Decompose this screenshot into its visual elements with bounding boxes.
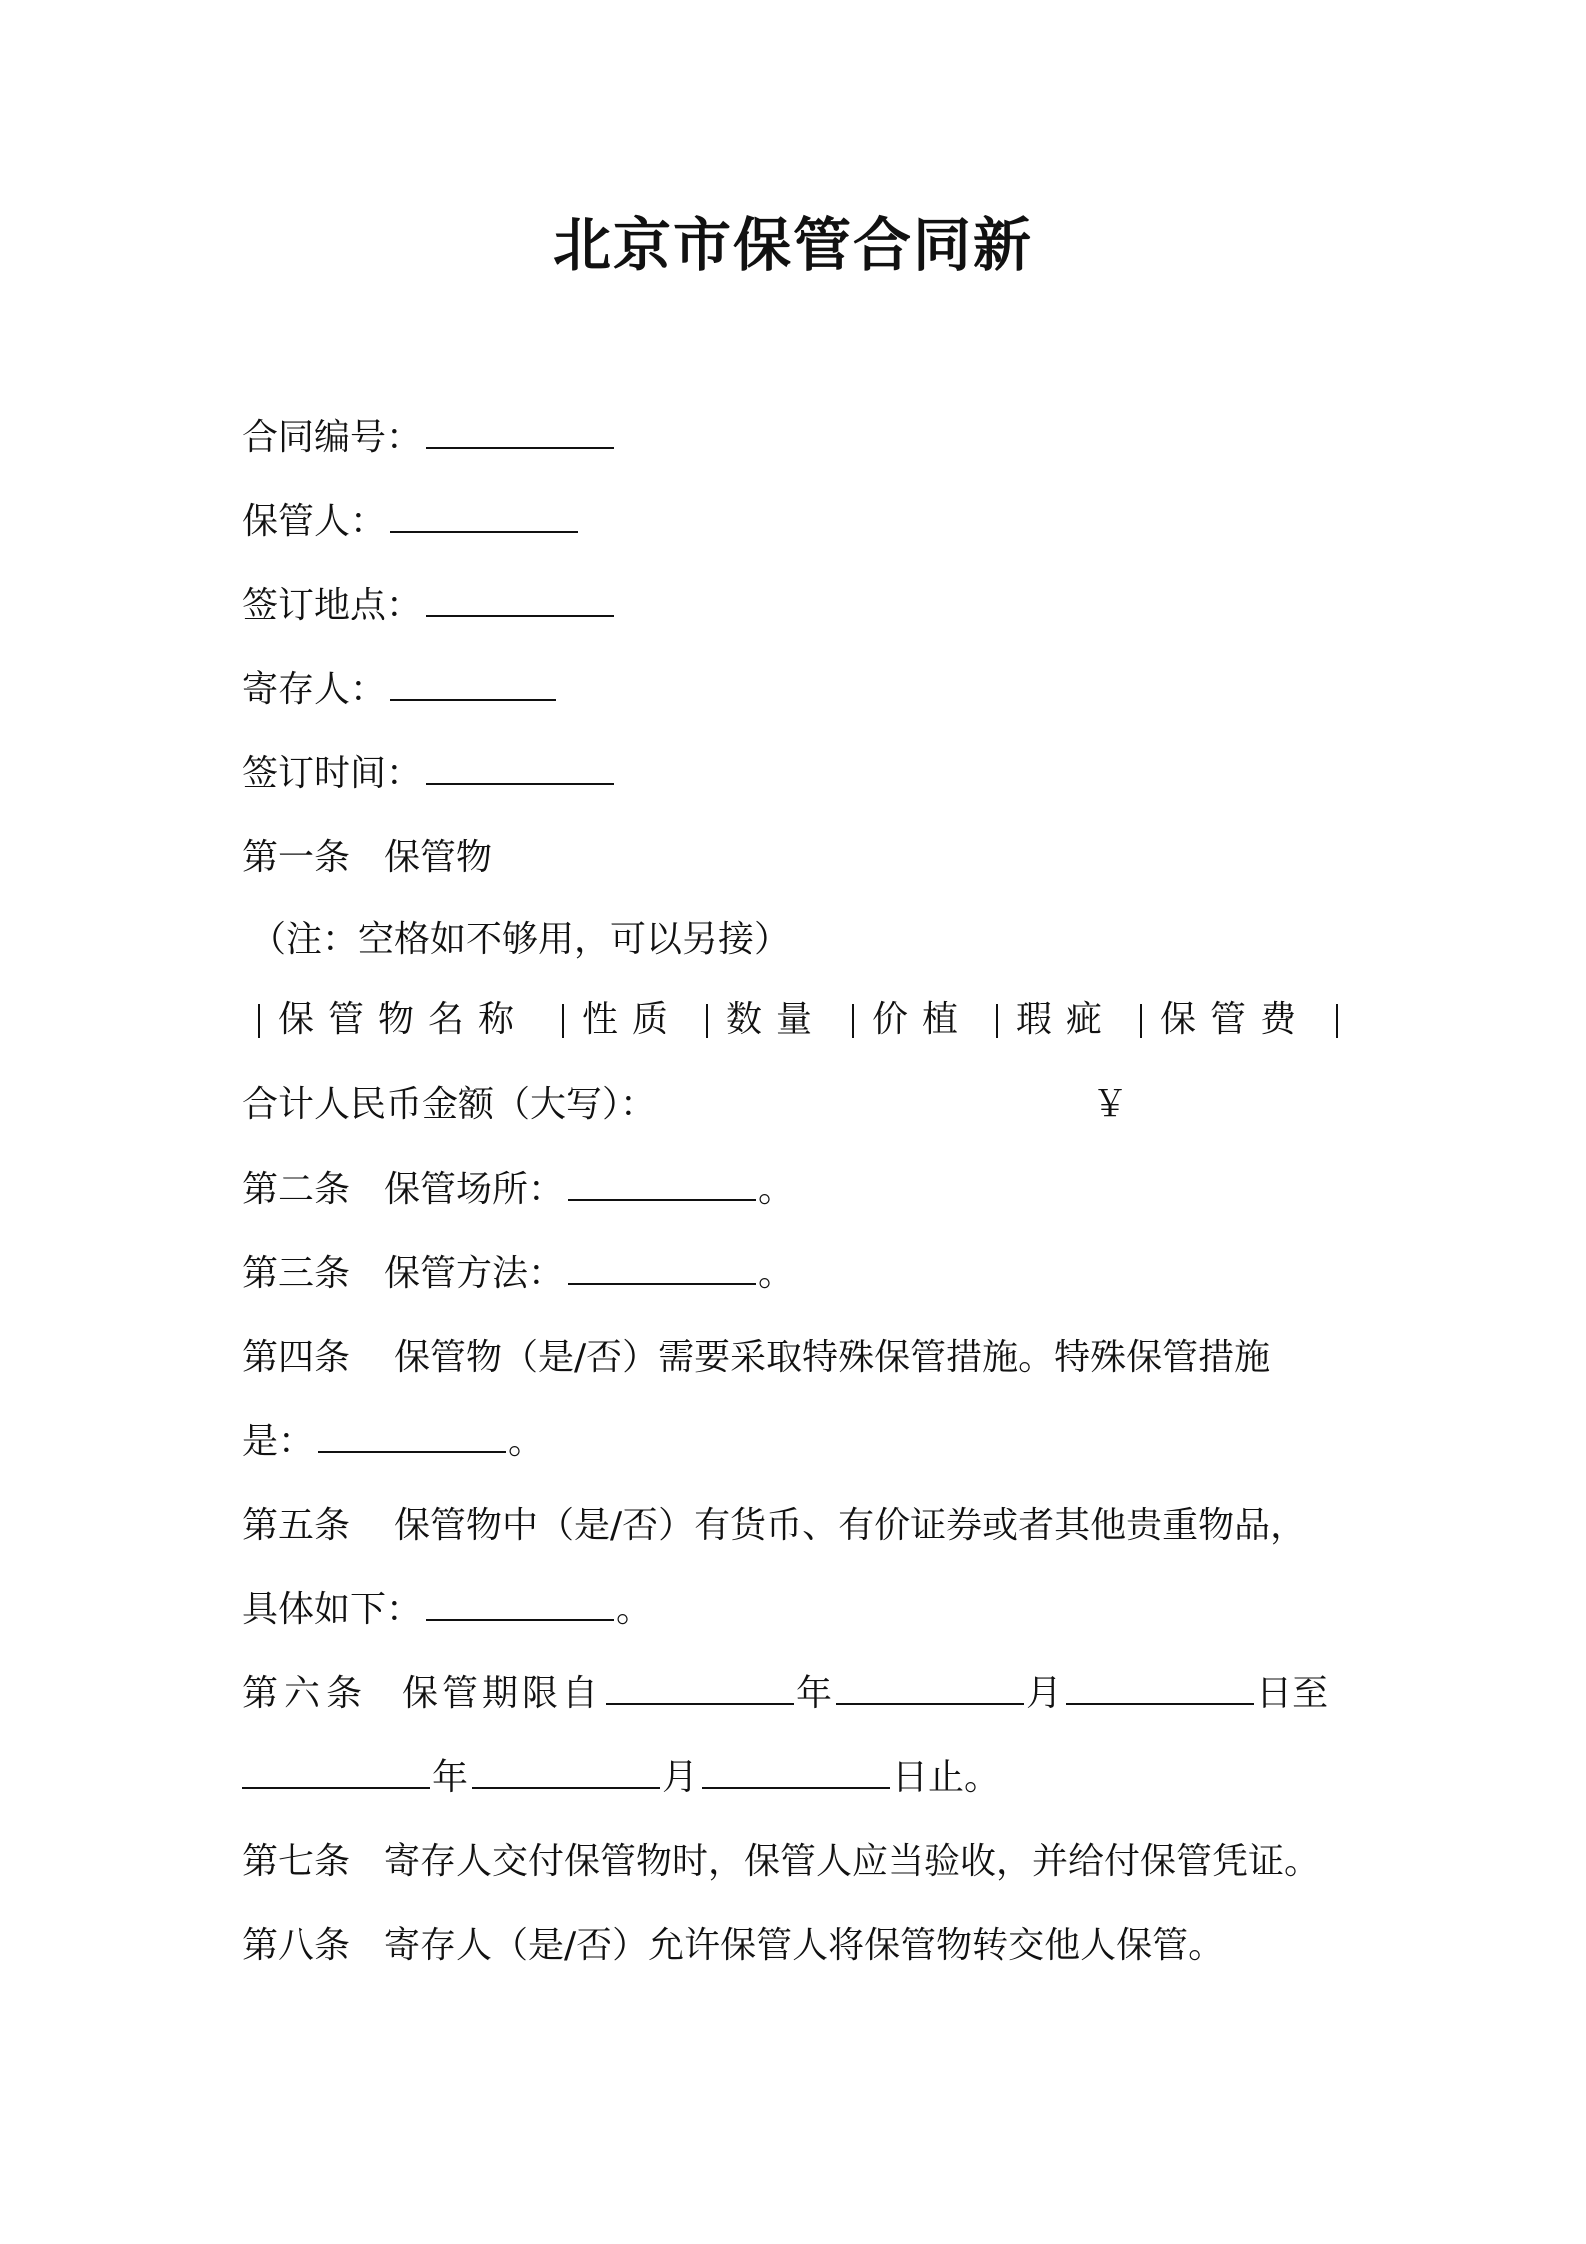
table-header-quantity: 数量 — [726, 999, 827, 1040]
article-text: 寄存人（是/否）允许保管人将保管物转交他人保管。 — [384, 1925, 1225, 1966]
field-label: 签订时间： — [242, 753, 423, 794]
table-header-nature: 性质 — [582, 999, 683, 1040]
article-3 — [242, 1244, 794, 1304]
article-1-note: （注：空格如不够用，可以另接） — [250, 919, 791, 960]
article-6-continued — [242, 1748, 1000, 1808]
blank-line — [606, 1665, 794, 1705]
blank-line — [702, 1749, 890, 1789]
article-text: 保管场所： — [384, 1169, 565, 1210]
article-text: 保管期限自 — [402, 1673, 603, 1714]
table-divider — [258, 1004, 260, 1038]
date-unit: 年 — [432, 1757, 469, 1798]
article-label: 第七条 — [242, 1841, 351, 1882]
table-header-defect: 瑕疵 — [1016, 999, 1117, 1040]
article-text: 保管方法： — [384, 1253, 565, 1294]
article-2 — [242, 1160, 794, 1220]
blank-line — [836, 1665, 1024, 1705]
blank-line — [426, 577, 614, 617]
article-text: 是： — [242, 1421, 315, 1462]
yen-symbol: ￥ — [1092, 1084, 1129, 1125]
article-4 — [242, 1328, 1270, 1388]
article-5 — [242, 1496, 1306, 1556]
punctuation: 。 — [616, 1589, 653, 1630]
table-divider — [1336, 1004, 1338, 1038]
document-title: 北京市保管合同新 — [552, 211, 1033, 279]
blank-line — [1066, 1665, 1254, 1705]
article-4-continued — [242, 1412, 544, 1472]
article-label: 第四条 — [242, 1337, 351, 1378]
blank-line — [318, 1413, 506, 1453]
blank-line — [426, 409, 614, 449]
date-unit: 日至 — [1256, 1673, 1329, 1714]
article-label: 第八条 — [242, 1925, 351, 1966]
article-8 — [242, 1916, 1224, 1976]
punctuation: 。 — [758, 1169, 795, 1210]
blank-line — [568, 1161, 756, 1201]
blank-line — [426, 745, 614, 785]
date-unit: 日止。 — [892, 1757, 1001, 1798]
article-title: 保管物 — [384, 837, 493, 878]
table-header-value: 价植 — [872, 999, 973, 1040]
blank-line — [472, 1749, 660, 1789]
date-unit: 月 — [662, 1757, 699, 1798]
date-unit: 年 — [796, 1673, 833, 1714]
table-divider — [996, 1004, 998, 1038]
field-label: 合同编号： — [242, 417, 423, 458]
blank-line — [242, 1749, 430, 1789]
article-label: 第一条 — [242, 837, 351, 878]
field-sign-time — [242, 744, 616, 804]
punctuation: 。 — [758, 1253, 795, 1294]
field-contract-no — [242, 408, 616, 468]
field-label: 签订地点： — [242, 585, 423, 626]
article-7 — [242, 1832, 1320, 1892]
table-header-name: 保管物名称 — [278, 999, 529, 1040]
article-text: 保管物（是/否）需要采取特殊保管措施。特殊保管措施 — [394, 1337, 1271, 1378]
blank-line — [568, 1245, 756, 1285]
article-text: 具体如下： — [242, 1589, 423, 1630]
article-label: 第二条 — [242, 1169, 351, 1210]
blank-line — [426, 1581, 614, 1621]
date-unit: 月 — [1026, 1673, 1063, 1714]
field-sign-place — [242, 576, 616, 636]
article-label: 第五条 — [242, 1505, 351, 1546]
article-1-heading — [242, 828, 492, 888]
field-label: 寄存人： — [242, 669, 387, 710]
article-6 — [242, 1664, 1328, 1724]
table-header-fee: 保管费 — [1160, 999, 1311, 1040]
field-custodian — [242, 492, 580, 552]
field-label: 保管人： — [242, 501, 387, 542]
article-text: 保管物中（是/否）有货币、有价证券或者其他贵重物品， — [394, 1505, 1307, 1546]
article-5-continued — [242, 1580, 652, 1640]
field-depositor — [242, 660, 558, 720]
punctuation: 。 — [508, 1421, 545, 1462]
table-divider — [562, 1004, 564, 1038]
article-label: 第六条 — [242, 1673, 369, 1714]
total-amount-label: 合计人民币金额（大写）： — [242, 1084, 657, 1125]
table-divider — [706, 1004, 708, 1038]
table-divider — [852, 1004, 854, 1038]
blank-line — [390, 661, 556, 701]
blank-line — [390, 493, 578, 533]
table-divider — [1140, 1004, 1142, 1038]
article-label: 第三条 — [242, 1253, 351, 1294]
article-text: 寄存人交付保管物时，保管人应当验收，并给付保管凭证。 — [384, 1841, 1321, 1882]
